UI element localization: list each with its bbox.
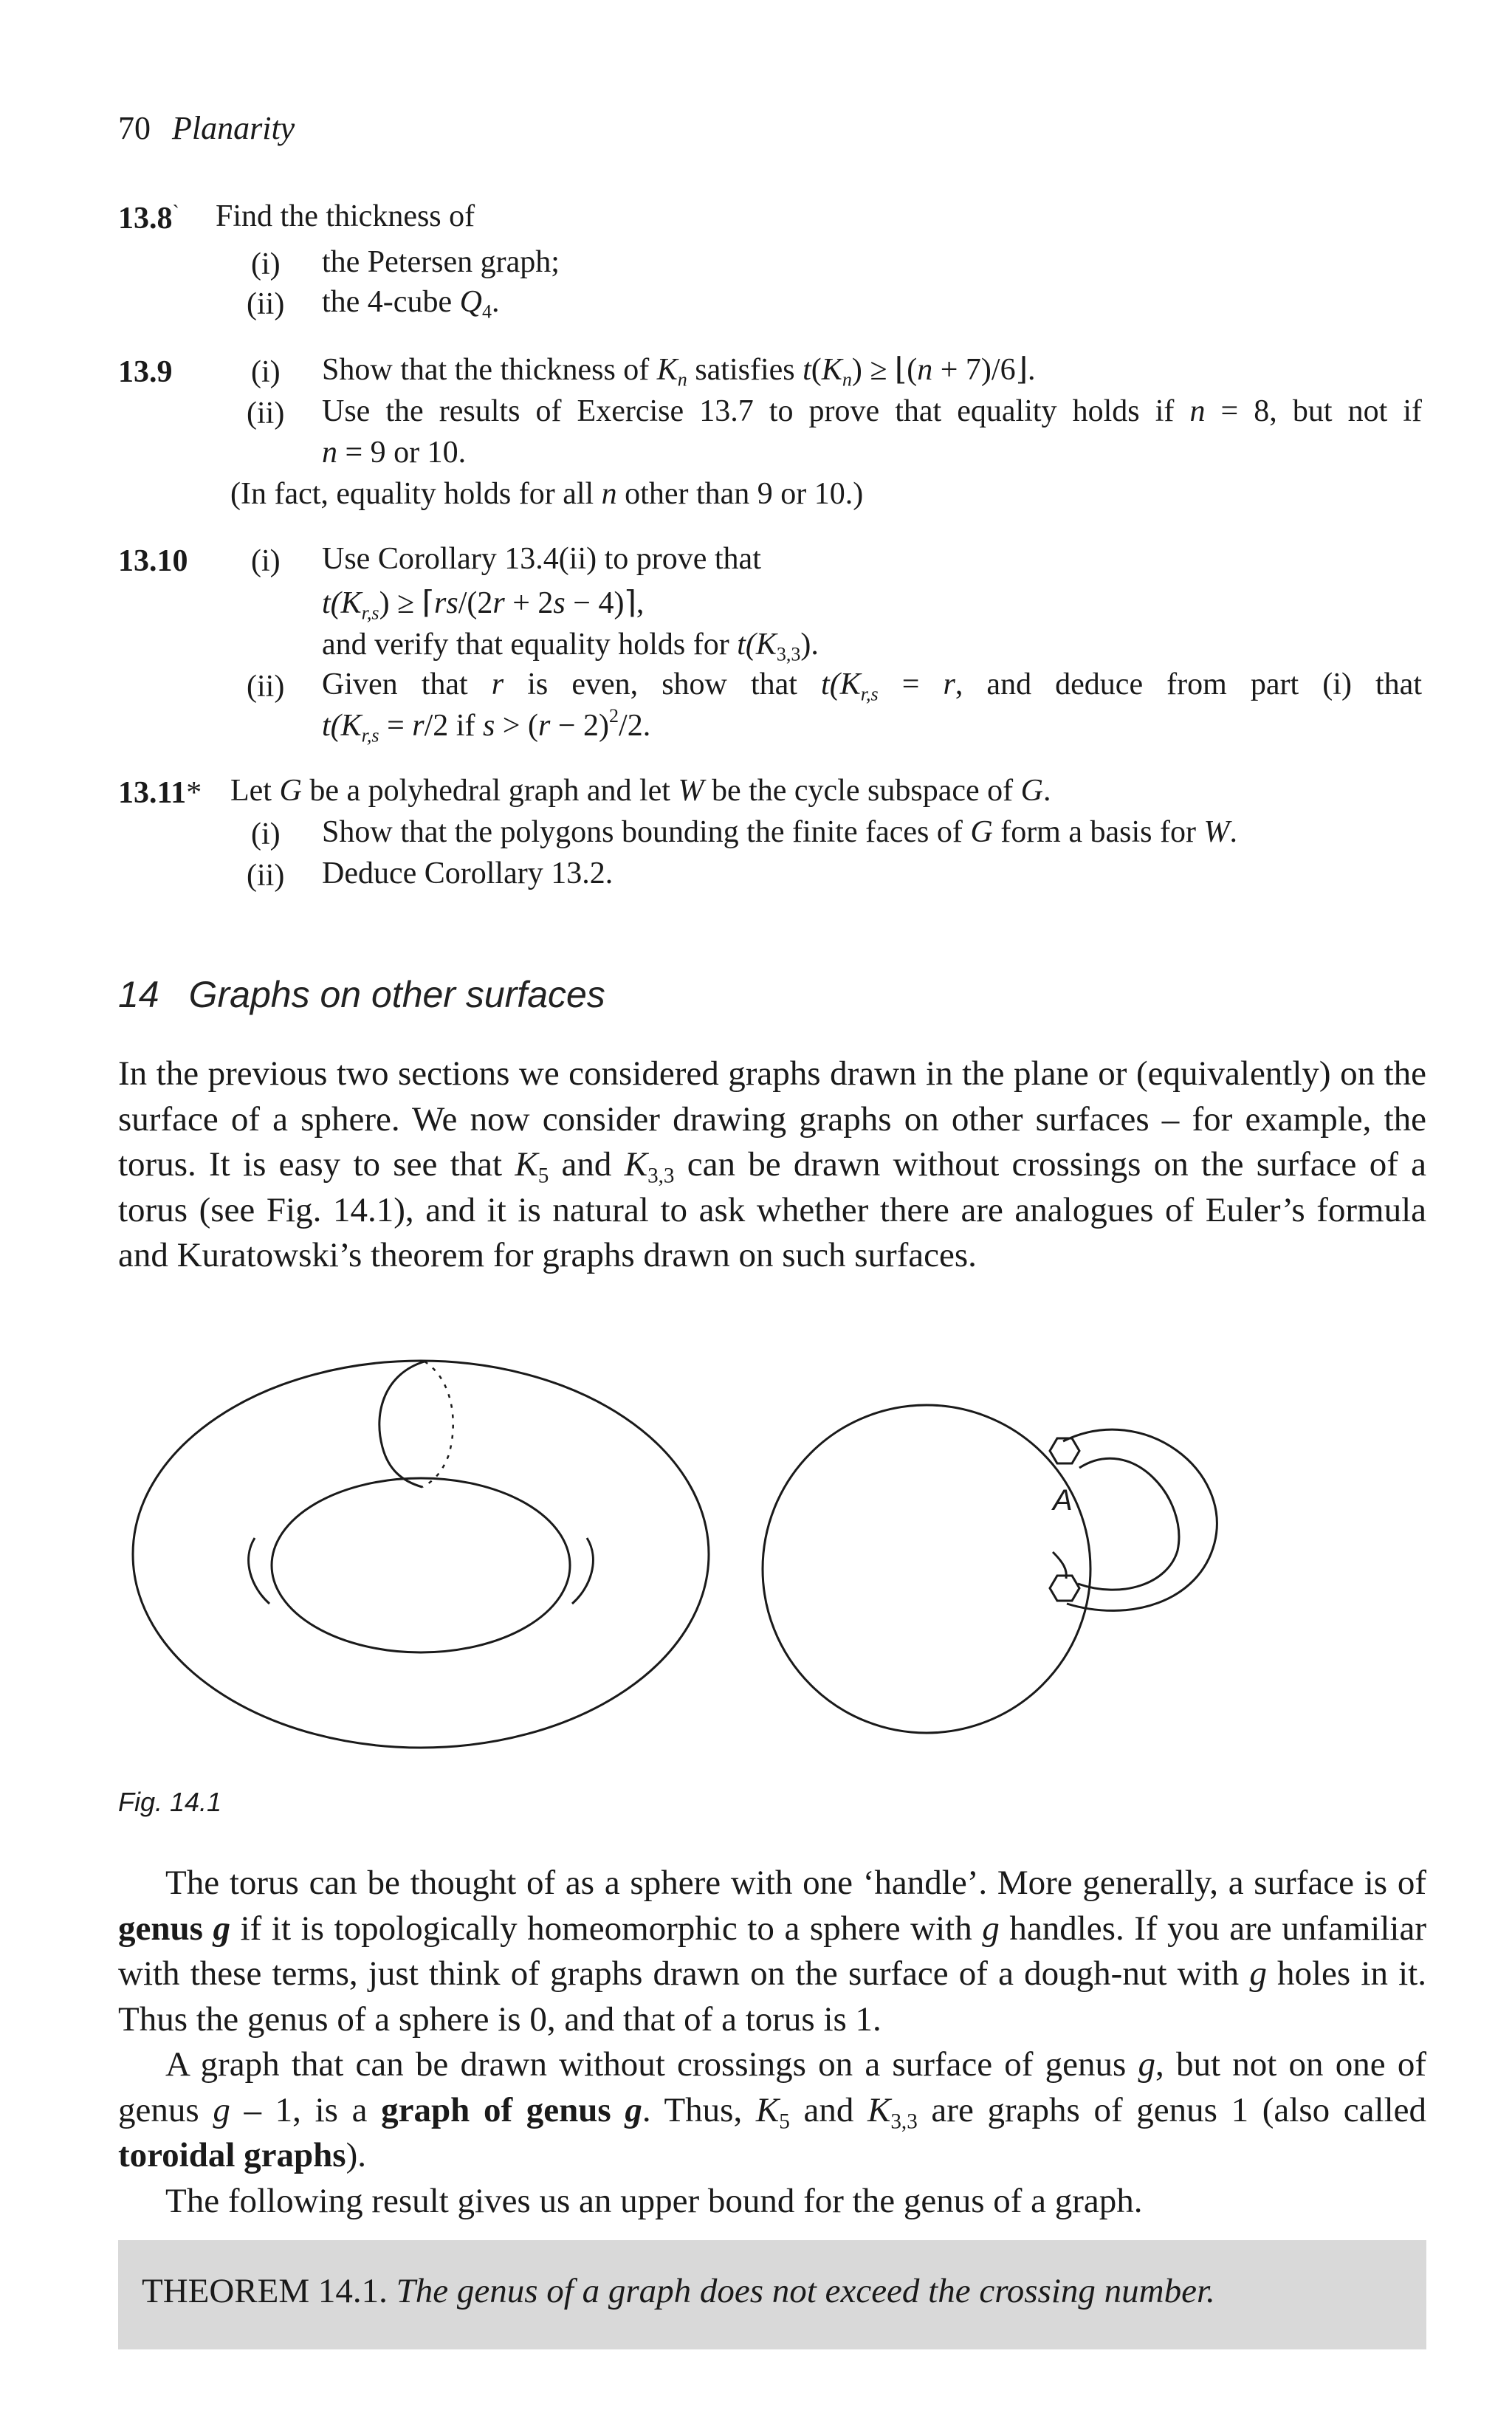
exercise-13-9-i-text: Show that the thickness of $K_n$ satisfies $t(K_n)$ ≥ ⌊(n + 7)/6⌋. [322, 353, 1036, 391]
exercise-13-8-ii-text: the 4-cube $Q_4$. [322, 285, 500, 323]
handle-end-hexagon-bottom [1050, 1576, 1079, 1601]
paragraph-upper-bound: The following result gives us an upper bound for the genus of a graph. [165, 2181, 1143, 2220]
figure-caption: Fig. 14.1 [118, 1787, 222, 1817]
torus-meridian-front [379, 1362, 425, 1487]
torus-hole [272, 1478, 570, 1652]
body-paragraphs [118, 1861, 1426, 2224]
torus-hole-right-edge [572, 1538, 593, 1604]
exercise-13-8-number: 13.8` [118, 202, 179, 236]
exercise-13-11-ii-text: Deduce Corollary 13.2. [322, 856, 614, 890]
exercise-13-10-i-formula: $t(K_{r,s})$ ≥ ⌈rs/(2r + 2s − 4)⌉, [322, 586, 645, 624]
torus-meridian-back [422, 1362, 453, 1487]
exercise-13-10-number: 13.10 [118, 544, 188, 578]
paragraph-genus-definition: The torus can be thought of as a sphere with one ‘handle’. More generally, a surface is of genus g if it is topologically homeomorphic to a sphere with g handles. If you are unfamiliar with these terms, just think of graphs drawn on the surface of a dough-nut with g holes in it. Thus the genus of a sphere is 0, and that of a torus is 1. [118, 1864, 1426, 2039]
exercise-13-10-i-label: (i) [251, 544, 281, 578]
section-title: Graphs on other surfaces [188, 974, 605, 1015]
figure-14-1 [103, 1344, 1432, 1779]
exercise-13-11-text: Let G be a polyhedral graph and let W be the cycle subspace of G. [230, 774, 1051, 808]
handle-label-a: A [1053, 1484, 1073, 1517]
exercise-13-9-ii-cont: n = 9 or 10. [322, 436, 467, 470]
exercise-13-11-ii-label: (ii) [247, 859, 285, 893]
exercise-13-11-number: 13.11* [118, 776, 202, 810]
page-number: 70 [118, 110, 151, 146]
exercise-13-9-note: (In fact, equality holds for all n other than 9 or 10.) [230, 477, 864, 511]
exercise-13-9-i-label: (i) [251, 355, 281, 389]
sphere-outline [763, 1405, 1090, 1733]
exercise-13-10-ii-label: (ii) [247, 670, 285, 704]
section-number: 14 [118, 974, 159, 1015]
theorem-label: THEOREM 14.1. [142, 2272, 388, 2310]
exercise-13-11-i-text: Show that the polygons bounding the finite faces of G form a basis for W. [322, 815, 1237, 849]
exercise-13-11-i-label: (i) [251, 817, 281, 851]
exercise-13-8-i-label: (i) [251, 247, 281, 281]
handle-end-hexagon-top [1050, 1438, 1079, 1463]
section-heading [118, 973, 605, 1016]
exercise-13-8-i-text: the Petersen graph; [322, 245, 560, 279]
exercise-13-10-ii-cont: $t(K_{r,s} = r/2$ if $s > (r - 2)^2/2$. [322, 704, 651, 746]
exercise-13-8-ii-label: (ii) [247, 287, 285, 321]
exercise-13-10-ii-text: Given that r is even, show that $t(K_{r,s} = r$, and deduce from part (i) that [322, 667, 1422, 705]
theorem-14-1 [142, 2271, 1215, 2311]
exercise-13-9-ii-label: (ii) [247, 396, 285, 430]
exercise-13-10-i-text: Use Corollary 13.4(ii) to prove that [322, 542, 761, 576]
handle-inner-arc [1078, 1458, 1179, 1590]
running-title: Planarity [172, 110, 295, 146]
theorem-statement: The genus of a graph does not exceed the crossing number. [396, 2272, 1215, 2310]
exercise-13-10-i-verify: and verify that equality holds for $t(K_{3,3})$. [322, 628, 819, 665]
intro-paragraph: In the previous two sections we considered graphs drawn in the plane or (equivalently) on the surface of a sphere. We now consider drawing graphs on other surfaces – for example, the torus. It is easy to see that $K_5$ and $K_{3,3}$ can be drawn without crossings on the surface of a torus (see Fig. 14.1), and it is natural to ask whether there are analogues of Euler’s formula and Kuratowski’s theorem for graphs drawn on such surfaces. [118, 1054, 1426, 1274]
exercise-13-8-text: Find the thickness of [216, 199, 475, 233]
torus-hole-left-edge [249, 1538, 269, 1604]
exercise-13-9-number: 13.9 [118, 355, 173, 389]
handle-outer-arc [1063, 1429, 1217, 1610]
torus-outer-outline [133, 1361, 709, 1748]
running-header [118, 109, 295, 147]
exercise-13-9-ii-text: Use the results of Exercise 13.7 to prove that equality holds if n = 8, but not if [322, 394, 1422, 428]
paragraph-graph-of-genus: A graph that can be drawn without crossings on a surface of genus g, but not on one of genus g – 1, is a graph of genus g. Thus, $K_5$ and $K_{3,3}$ are graphs of genus 1 (also called toroidal graphs). [118, 2045, 1426, 2174]
